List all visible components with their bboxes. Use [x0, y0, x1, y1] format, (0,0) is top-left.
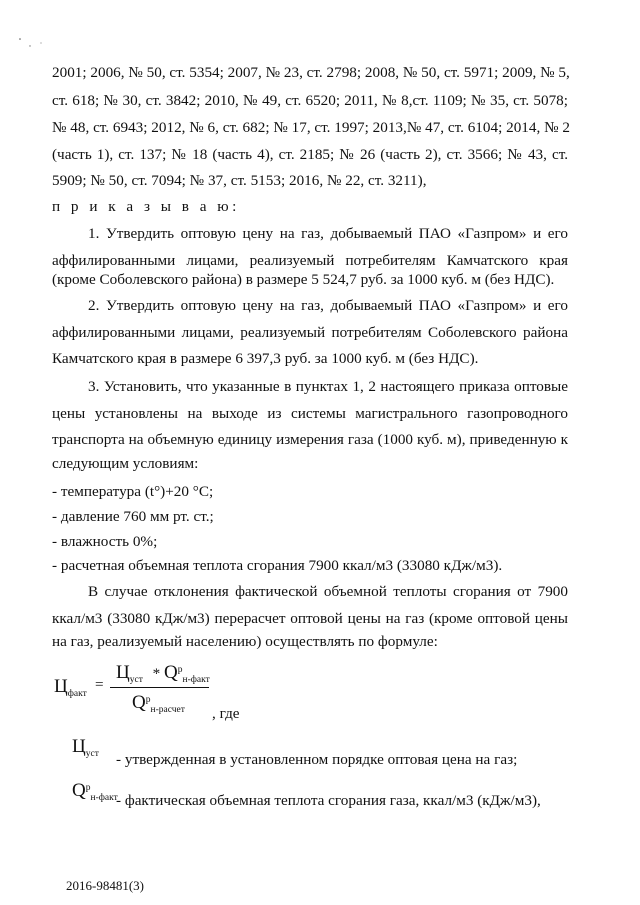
item3-line: 3. Установить, что указанные в пунктах 1, 2 настоящего приказа оптовые	[88, 378, 568, 395]
condition-item: - давление 760 мм рт. ст.;	[52, 508, 214, 525]
intro-line-last: 5909; № 50, ст. 7094; № 37, ст. 5153; 2016, № 22, ст. 3211),	[52, 172, 427, 189]
definition-heat-text: - фактическая объемная теплота сгорания газа, ккал/м3 (кДж/м3),	[116, 792, 541, 809]
item2-line: 2. Утвердить оптовую цену на газ, добываемый ПАО «Газпром» и его	[88, 297, 568, 314]
condition-item: - расчетная объемная теплота сгорания 7900 ккал/м3 (33080 кДж/м3).	[52, 557, 503, 574]
item1-line: аффилированными лицами, реализуемый потребителям Камчатского края	[52, 252, 568, 269]
definition-price-symbol: $Ц_{уст}$	[72, 736, 99, 760]
footer-code: 2016-98481(3)	[66, 878, 144, 893]
formula-lhs: $Ц_{факт}$	[54, 676, 87, 700]
definition-heat-symbol: $Q^р_{н-факт}$	[72, 780, 118, 804]
definition-price-text: - утвержденная в установленном порядке оптовая цена на газ;	[116, 751, 518, 768]
item3-line-last: следующим условиям:	[52, 455, 199, 472]
order-word: п р и к а з ы в а ю:	[52, 198, 240, 215]
formula-numerator: $Ц_{уст} * Q^р_{н-факт}$	[116, 662, 210, 686]
formula-equals: =	[95, 676, 104, 693]
intro-line: № 48, ст. 6943; 2012, № 6, ст. 682; № 17, ст. 1997; 2013,№ 47, ст. 6104; 2014, № 2	[52, 119, 570, 136]
deviation-line: ккал/м3 (33080 кДж/м3) перерасчет оптовой цены на газ (кроме оптовой цены	[52, 610, 568, 627]
deviation-line: В случае отклонения фактической объемной теплоты сгорания от 7900	[88, 583, 568, 600]
fraction-bar	[110, 687, 209, 688]
item2-line-last: Камчатского края в размере 6 397,3 руб. за 1000 куб. м (без НДС).	[52, 350, 479, 367]
intro-line: ст. 618; № 30, ст. 3842; 2010, № 49, ст. 6520; 2011, № 8,ст. 1109; № 35, ст. 5078;	[52, 92, 568, 109]
condition-item: - температура (t°)+20 °С;	[52, 483, 214, 500]
intro-line: 2001; 2006, № 50, ст. 5354; 2007, № 23, ст. 2798; 2008, № 50, ст. 5971; 2009, № 5,	[52, 64, 570, 81]
formula-denominator: $Q^р_{н-расчет}$	[132, 692, 185, 716]
intro-line: (часть 1), ст. 137; № 18 (часть 4), ст. 2185; № 26 (часть 2), ст. 3566; № 43, ст.	[52, 146, 568, 163]
item1-line: 1. Утвердить оптовую цену на газ, добываемый ПАО «Газпром» и его	[88, 225, 568, 242]
item1-line-last: (кроме Соболевского района) в размере 5 524,7 руб. за 1000 куб. м (без НДС).	[52, 271, 555, 288]
item3-line: транспорта на объемную единицу измерения газа (1000 куб. м), приведенную к	[52, 431, 568, 448]
item2-line: аффилированными лицами, реализуемый потребителям Соболевского района	[52, 324, 568, 341]
condition-item: - влажность 0%;	[52, 533, 158, 550]
formula-where: , где	[212, 705, 240, 722]
deviation-line-last: на газ, реализуемый населению) осуществлять по формуле:	[52, 633, 438, 650]
item3-line: цены установлены на выходе из системы магистрального газопроводного	[52, 405, 568, 422]
scan-marks	[18, 36, 44, 50]
